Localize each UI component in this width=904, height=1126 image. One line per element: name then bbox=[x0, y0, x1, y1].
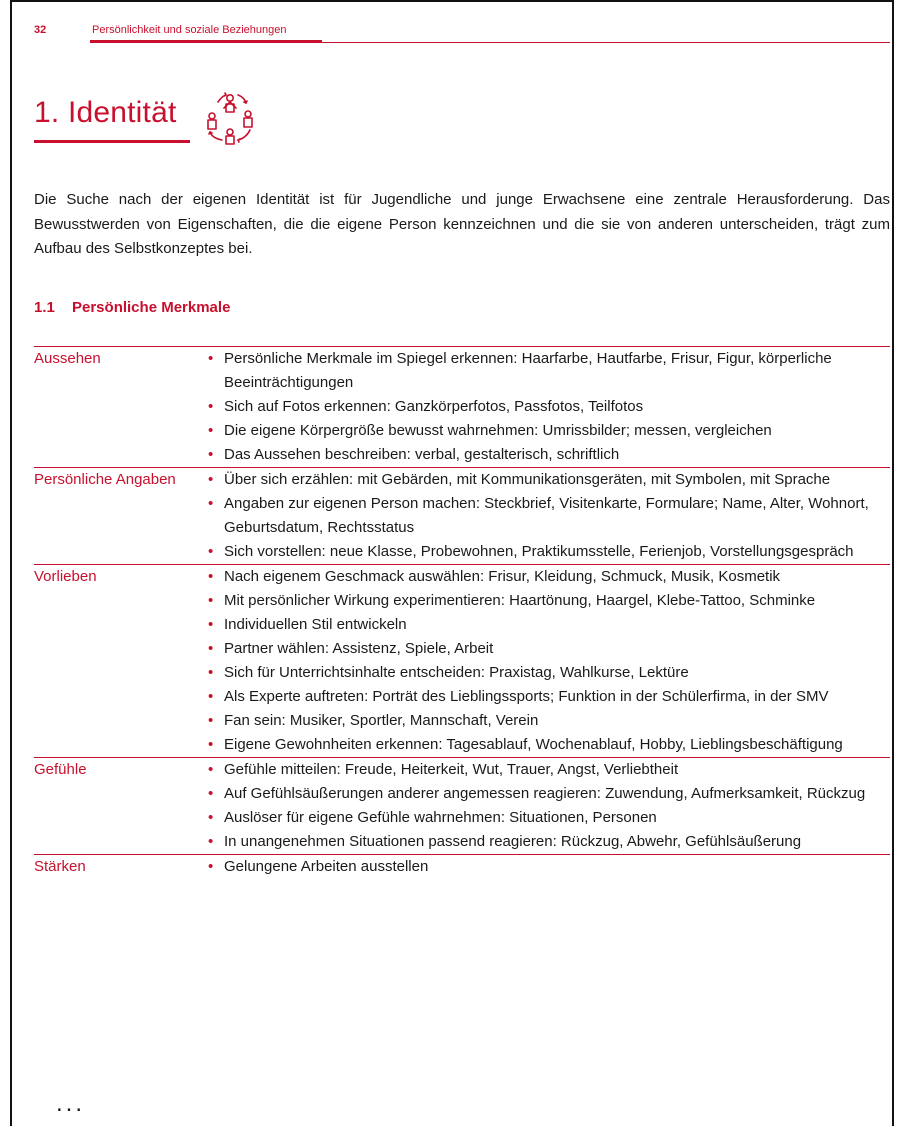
list-item-text: Partner wählen: Assistenz, Spiele, Arbeit bbox=[224, 640, 494, 657]
list-item bbox=[204, 685, 890, 709]
list-item bbox=[204, 855, 890, 879]
list-item bbox=[204, 468, 890, 492]
list-item-text: Über sich erzählen: mit Gebärden, mit Kommunikationsgeräten, mit Symbolen, mit Sprache bbox=[224, 471, 831, 488]
bullet-icon: • bbox=[208, 785, 214, 802]
list-item-text: Gefühle mitteilen: Freude, Heiterkeit, Wut, Trauer, Angst, Verliebtheit bbox=[224, 761, 679, 778]
bullet-icon: • bbox=[208, 761, 214, 778]
bullet-icon: • bbox=[208, 736, 214, 753]
list-item bbox=[204, 565, 890, 589]
table-row bbox=[34, 468, 890, 565]
bullet-icon: • bbox=[208, 664, 214, 681]
category-label: Persönliche Angaben bbox=[34, 468, 204, 565]
category-label: Stärken bbox=[34, 855, 204, 880]
bullet-icon: • bbox=[208, 858, 214, 875]
item-list bbox=[204, 468, 890, 565]
item-list bbox=[204, 855, 890, 880]
bullet-icon: • bbox=[208, 350, 214, 367]
list-item bbox=[204, 443, 890, 467]
list-item-text: Nach eigenem Geschmack auswählen: Frisur, Kleidung, Schmuck, Musik, Kosmetik bbox=[224, 568, 781, 585]
list-item-text: In unangenehmen Situationen passend reagieren: Rückzug, Abwehr, Gefühlsäußerung bbox=[224, 833, 802, 850]
list-item-text: Gelungene Arbeiten ausstellen bbox=[224, 858, 429, 875]
section-number: 1.1 bbox=[34, 299, 55, 316]
running-header bbox=[34, 24, 890, 48]
section-title: Persönliche Merkmale bbox=[72, 299, 231, 316]
list-item-text: Angaben zur eigenen Person machen: Steckbrief, Visitenkarte, Formulare; Name, Alter, Wohnort, Geburtsdatum, Rechtsstatus bbox=[224, 495, 869, 536]
item-list bbox=[204, 347, 890, 468]
list-item bbox=[204, 806, 890, 830]
table-row bbox=[34, 758, 890, 855]
list-item-text: Sich vorstellen: neue Klasse, Probewohnen, Praktikumsstelle, Ferienjob, Vorstellungsgespräch bbox=[224, 543, 854, 560]
list-item bbox=[204, 661, 890, 685]
table-row bbox=[34, 347, 890, 468]
bullet-icon: • bbox=[208, 688, 214, 705]
continuation-ellipsis: ... bbox=[56, 1090, 86, 1117]
bullet-icon: • bbox=[208, 398, 214, 415]
table-row bbox=[34, 855, 890, 880]
bullet-icon: • bbox=[208, 712, 214, 729]
merkmale-table bbox=[34, 346, 890, 879]
list-item-text: Als Experte auftreten: Porträt des Lieblingssports; Funktion in der Schülerfirma, in der SMV bbox=[224, 688, 829, 705]
bullet-icon: • bbox=[208, 446, 214, 463]
header-rule bbox=[322, 42, 890, 43]
bullet-icon: • bbox=[208, 616, 214, 633]
list-item-text: Die eigene Körpergröße bewusst wahrnehmen: Umrissbilder; messen, vergleichen bbox=[224, 422, 772, 439]
bullet-icon: • bbox=[208, 833, 214, 850]
list-item-text: Persönliche Merkmale im Spiegel erkennen: Haarfarbe, Hautfarbe, Frisur, Figur, körperliche Beeinträchtigungen bbox=[224, 350, 832, 391]
bullet-icon: • bbox=[208, 422, 214, 439]
chapter-title-underline bbox=[34, 140, 190, 143]
list-item-text: Fan sein: Musiker, Sportler, Mannschaft, Verein bbox=[224, 712, 539, 729]
list-item-text: Sich auf Fotos erkennen: Ganzkörperfotos, Passfotos, Teilfotos bbox=[224, 398, 644, 415]
running-title: Persönlichkeit und soziale Beziehungen bbox=[92, 24, 287, 36]
list-item bbox=[204, 347, 890, 395]
section-heading bbox=[34, 299, 230, 316]
list-item bbox=[204, 830, 890, 854]
item-list bbox=[204, 565, 890, 758]
intro-paragraph: Die Suche nach der eigenen Identität ist für Jugendliche und junge Erwachsene eine zentrale Herausforderung. Das Bewusstwerden von Eigenschaften, die die eigene Person kennzeichnen und die sie von anderen unterscheiden, trägt zum Aufbau des Selbstkonzeptes bei. bbox=[34, 191, 890, 257]
bullet-icon: • bbox=[208, 640, 214, 657]
list-item-text: Eigene Gewohnheiten erkennen: Tagesablauf, Wochenablauf, Hobby, Lieblingsbeschäftigung bbox=[224, 736, 843, 753]
list-item-text: Individuellen Stil entwickeln bbox=[224, 616, 407, 633]
page-number: 32 bbox=[34, 24, 47, 36]
bullet-icon: • bbox=[208, 471, 214, 488]
list-item-text: Mit persönlicher Wirkung experimentieren: Haartönung, Haargel, Klebe-Tattoo, Schminke bbox=[224, 592, 816, 609]
list-item-text: Auslöser für eigene Gefühle wahrnehmen: Situationen, Personen bbox=[224, 809, 657, 826]
item-list bbox=[204, 758, 890, 855]
bullet-icon: • bbox=[208, 495, 214, 512]
list-item-text: Auf Gefühlsäußerungen anderer angemessen reagieren: Zuwendung, Aufmerksamkeit, Rückzug bbox=[224, 785, 866, 802]
list-item bbox=[204, 613, 890, 637]
chapter-title: 1. Identität bbox=[34, 96, 177, 129]
list-item-text: Das Aussehen beschreiben: verbal, gestalterisch, schriftlich bbox=[224, 446, 620, 463]
list-item bbox=[204, 492, 890, 540]
header-rule-accent bbox=[90, 40, 322, 43]
list-item bbox=[204, 637, 890, 661]
list-item bbox=[204, 709, 890, 733]
list-item bbox=[204, 782, 890, 806]
list-item bbox=[204, 589, 890, 613]
bullet-icon: • bbox=[208, 592, 214, 609]
list-item bbox=[204, 733, 890, 757]
table-row bbox=[34, 565, 890, 758]
people-circle-icon bbox=[200, 88, 260, 148]
list-item bbox=[204, 419, 890, 443]
bullet-icon: • bbox=[208, 543, 214, 560]
bullet-icon: • bbox=[208, 568, 214, 585]
list-item bbox=[204, 758, 890, 782]
list-item bbox=[204, 395, 890, 419]
list-item bbox=[204, 540, 890, 564]
list-item-text: Sich für Unterrichtsinhalte entscheiden: Praxistag, Wahlkurse, Lektüre bbox=[224, 664, 689, 681]
category-label: Gefühle bbox=[34, 758, 204, 855]
category-label: Vorlieben bbox=[34, 565, 204, 758]
bullet-icon: • bbox=[208, 809, 214, 826]
category-label: Aussehen bbox=[34, 347, 204, 468]
